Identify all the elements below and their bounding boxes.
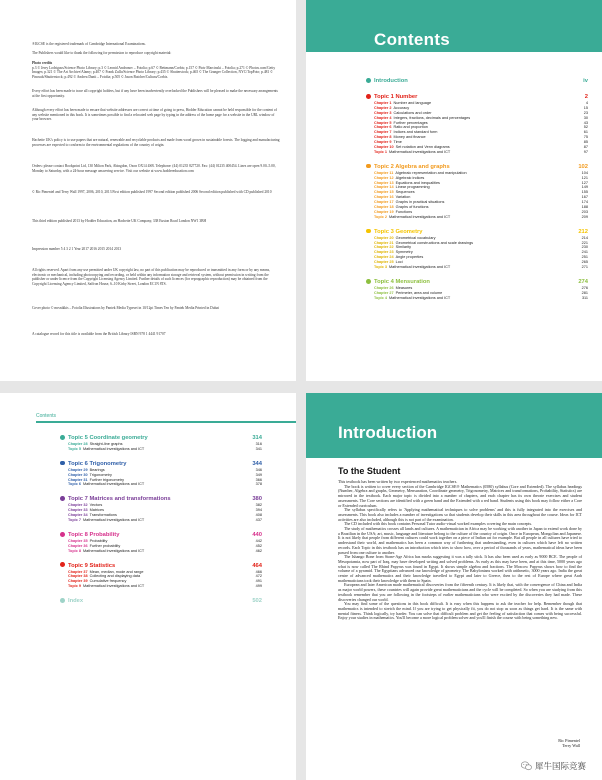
toc-chapter-number: Topic 9 <box>68 584 82 589</box>
toc-chapter-number: Chapter 37 <box>68 569 88 574</box>
toc-chapter-label: Equations and inequalities <box>395 180 440 185</box>
introduction-header-band <box>306 393 602 458</box>
toc-chapter-label: Mathematical investigations and ICT <box>389 149 451 154</box>
toc-page-number: 440 <box>252 531 262 538</box>
copyright-paragraph <box>32 51 280 56</box>
copyright-page <box>0 0 296 381</box>
copyright-paragraph <box>32 89 280 98</box>
toc-page-number: 241 <box>581 250 588 255</box>
toc-chapter-label: Variation <box>395 195 411 200</box>
toc-page-number: 104 <box>581 170 588 175</box>
toc-page-number: 281 <box>581 290 588 295</box>
toc-chapter-label: Graphs in practical situations <box>395 200 445 205</box>
toc-page-number: 271 <box>581 265 588 270</box>
copyright-text: Although every effort has been made to ensure that website addresses are correct at time of going to press, Hodder Education cannot be held responsible for the content of any website mentioned in this book. It is sometimes possible to find a relocated web page by typing in the address of the home page for a website in the URL window of your browser. <box>32 108 277 122</box>
toc-topic-row[interactable] <box>374 77 588 85</box>
chat-bubble-icon <box>521 761 532 771</box>
copyright-paragraph <box>32 108 280 122</box>
toc-chapter-number: Chapter 31 <box>68 477 88 482</box>
introduction-paragraph: The book is written to cover every section of the Cambridge IGCSE® Mathematics (0580) syllabus (Core and Extended). The syllabus headings (Number, Algebra and graphs, Geometry, Mensuration, Coordinate geometry, Trigonometry, Matrices and transformations, Probability, Statistics) are mirrored in the textbook. Each major topic is divided into a number of chapters, and each chapter has its own theorie exercises and student assessments. The Core sections are identified with a green band and the Extended with a red band. Students using this book may follow either a Core or Extended curriculum. <box>338 483 582 508</box>
introduction-paragraph: This textbook has been written by two experienced mathematics teachers. <box>338 479 458 484</box>
toc-chapter-number: Chapter 29 <box>68 467 88 472</box>
toc-topic-row[interactable] <box>374 278 588 286</box>
topic-bullet-icon <box>60 562 65 567</box>
toc-chapter-number: Topic 6 <box>68 482 82 487</box>
toc-chapter-row[interactable] <box>374 296 588 301</box>
toc-chapter-label: Functions <box>395 209 413 214</box>
toc-page-number: 121 <box>581 175 588 180</box>
toc-page-number: 314 <box>252 435 262 441</box>
toc-chapter-label: Integers, fractions, decimals and percentages <box>393 115 471 120</box>
toc-chapter-label: Graphs of functions <box>395 205 429 210</box>
toc-chapter-number: Chapter 17 <box>374 200 394 205</box>
introduction-page <box>306 393 602 780</box>
toc-chapter-label: Probability <box>89 538 108 543</box>
toc-topic-row[interactable] <box>374 163 588 171</box>
toc-page-number: 408 <box>255 513 262 518</box>
toc-page-number: 311 <box>581 295 588 300</box>
toc-page-number: 87 <box>583 145 588 150</box>
copyright-paragraph <box>32 190 280 195</box>
toc-topic-row[interactable] <box>374 93 588 101</box>
toc-topic-label: Introduction <box>373 78 408 84</box>
toc-chapter-label: Symmetry <box>395 250 413 255</box>
watermark <box>521 760 586 772</box>
toc-page-number: 394 <box>255 508 262 513</box>
toc-chapter-row[interactable] <box>68 447 262 452</box>
copyright-text: Hachette UK's policy is to use papers that are natural, renewable and recyclable products and made from wood grown in sustainable forests. The logging and manufacturing processes are expected to conform to the environmental regulations of the country of origin. <box>32 138 280 147</box>
toc-topic-row[interactable] <box>68 495 262 503</box>
toc-page-number: 380 <box>252 496 262 503</box>
toc-page-number: 23 <box>583 110 588 115</box>
contents-title: Contents <box>374 30 451 49</box>
topic-bullet-icon <box>60 496 65 501</box>
toc-page-number: 174 <box>581 200 588 205</box>
toc-chapter-row[interactable] <box>68 482 262 487</box>
toc-chapter-number: Chapter 26 <box>374 285 394 290</box>
toc-page-number: 472 <box>255 574 262 579</box>
toc-page-number: 97 <box>583 149 588 154</box>
toc-page-number: 155 <box>581 190 588 195</box>
topic-bullet-icon <box>60 461 65 466</box>
toc-topic-label: Topic 4 Mensuration <box>373 278 430 285</box>
toc-chapter-label: Money and finance <box>393 135 426 140</box>
toc-page-number: 102 <box>578 163 588 170</box>
toc-chapter-number: Chapter 27 <box>374 290 394 295</box>
introduction-heading: To the Student <box>338 466 401 476</box>
toc-page-number: 149 <box>581 185 588 190</box>
toc-chapter-label: Mathematical investigations and ICT <box>389 214 451 219</box>
toc-page-number: 265 <box>581 260 588 265</box>
toc-topic-row[interactable] <box>68 460 262 468</box>
toc-chapter-number: Chapter 15 <box>374 190 394 195</box>
toc-chapter-number: Chapter 25 <box>374 260 394 265</box>
toc-chapter-number: Chapter 20 <box>374 235 394 240</box>
toc-page-number: 203 <box>581 209 588 214</box>
toc-chapter-label: Mathematical investigations and ICT <box>83 446 145 451</box>
introduction-title: Introduction <box>338 423 438 442</box>
toc-page-number: 382 <box>255 503 262 508</box>
toc-chapter-label: Geometrical constructions and scale drawings <box>395 240 474 245</box>
toc-chapter-number: Chapter 19 <box>374 209 394 214</box>
toc-chapter-label: Mathematical investigations and ICT <box>83 584 145 589</box>
topic-bullet-icon <box>366 164 371 169</box>
toc-chapter-label: Similarity <box>395 245 412 250</box>
toc-chapter-label: Mean, median, mode and range <box>89 569 144 574</box>
toc-page-number: 341 <box>255 446 262 451</box>
toc-page-number: 2 <box>584 94 588 100</box>
contents-header-band <box>306 0 602 52</box>
copyright-paragraph <box>32 268 280 287</box>
watermark-text: 犀牛国际竞赛 <box>534 762 586 772</box>
toc-topic-label: Topic 6 Trigonometry <box>67 460 127 467</box>
toc-chapter-number: Topic 1 <box>374 149 388 154</box>
toc-chapter-number: Chapter 5 <box>374 120 392 125</box>
toc-chapter-number: Chapter 39 <box>68 579 88 584</box>
author-name-2: Terry Wall <box>562 743 580 748</box>
copyright-paragraph <box>32 219 280 224</box>
toc-chapter-row[interactable] <box>374 215 588 220</box>
toc-chapter-label: Mathematical investigations and ICT <box>389 295 451 300</box>
toc-chapter-number: Chapter 3 <box>374 110 392 115</box>
toc-chapter-number: Chapter 38 <box>68 574 88 579</box>
toc-chapter-number: Chapter 33 <box>68 508 88 513</box>
copyright-paragraph <box>32 332 280 337</box>
toc-chapter-number: Chapter 30 <box>68 472 88 477</box>
toc-chapter-number: Topic 4 <box>374 295 388 300</box>
toc-topic-row[interactable] <box>68 531 262 539</box>
toc-page-number: 442 <box>255 538 262 543</box>
toc-page-number: 188 <box>581 205 588 210</box>
toc-page-number: 462 <box>255 548 262 553</box>
contents-page-1 <box>306 0 602 381</box>
author-signature <box>558 738 580 748</box>
toc-chapter-label: Collecting and displaying data <box>89 574 141 579</box>
topic-bullet-icon <box>366 78 371 83</box>
toc-page-number: 30 <box>583 115 588 120</box>
toc-chapter-label: Transformations <box>89 513 117 518</box>
copyright-text: This third edition published 2013 by Hodder Education, an Hachette UK Company, 338 Euston Road London NW1 3BH <box>32 219 207 223</box>
copyright-text: p.3 © Jerry Lodriguss/Science Photo Library; p.3 © Leonid Andronov – Fotolia; p.67 © Bettmann/Corbis; p.157 © Piotr Marcinski – Fotolia; p.271 © Photos.com/Getty Images; p.321 © The Art Archive/Alamy; p.407 © Frank Zullo/Science Photo Library; p.435 © Shutterstock; p.465 © The Granger Collection, NYC/TopFoto; p.481 © Pinosub/Shutterstock; p.492 © Andrea Danti – Fotolia; p.505 © Jason Butcher/Cultura/Corbis. <box>32 65 276 80</box>
topic-bullet-icon <box>60 532 65 537</box>
toc-chapter-number: Chapter 24 <box>374 255 394 260</box>
toc-chapter-number: Chapter 2 <box>374 105 392 110</box>
toc-page-number: 75 <box>583 135 588 140</box>
toc-chapter-label: Vectors <box>89 503 103 508</box>
author-name-1: Ric Pimentel <box>558 738 580 743</box>
toc-chapter-label: Bearings <box>89 467 105 472</box>
toc-chapter-label: Ratio and proportion <box>393 125 428 130</box>
toc-page-number: 491 <box>255 579 262 584</box>
toc-chapter-label: Calculations and order <box>393 110 432 115</box>
toc-chapter-number: Chapter 1 <box>374 101 392 105</box>
copyright-text: Orders: please contact Bookpoint Ltd, 130 Milton Park, Abingdon, Oxon OX14 4SB. Telephone: (44) 01235 827720. Fax: (44) 01235 400454. Lines are open 9.00–5.00, Monday to Saturday, with a 24-hour message answering service. Visit our website at www.hoddereducation.com <box>32 164 276 173</box>
toc-page-number: 214 <box>581 235 588 240</box>
toc-topic-label: Topic 3 Geometry <box>373 228 423 235</box>
introduction-paragraph: European and later American made mathematical discoveries from the fifteenth century. It is likely that, with the convergence of China and India as major world powers, these countries will again provide great mathematicians and the cycle will be completed. So when you are studying from this textbook remember that you are following in the footsteps of earlier mathematicians who were excited by the discoveries they had made. These discoveries changed our world. <box>338 582 582 602</box>
copyright-subheading: Photo credits <box>32 61 53 65</box>
toc-chapter-number: Chapter 10 <box>374 145 394 150</box>
contents-list-2 <box>68 434 262 605</box>
toc-topic-label: Topic 7 Matrices and transformations <box>67 496 171 503</box>
copyright-paragraph <box>32 247 280 252</box>
toc-chapter-label: Matrices <box>89 508 104 513</box>
toc-page-number: 212 <box>578 228 588 235</box>
toc-topic-label: Index <box>67 598 84 605</box>
toc-chapter-row[interactable] <box>374 265 588 270</box>
toc-chapter-number: Chapter 22 <box>374 245 394 250</box>
copyright-text: All rights reserved. Apart from any use permitted under UK copyright law, no part of this publication may be reproduced or transmitted in any form or by any means, electronic or mechanical, including photocopying and recording, or held within any information storage and retrieval system, without permission in writing from the publisher or under licence from the Copyright Licensing Agency Limited. Further details of such licences (for reprographic reproduction) may be obtained from the Copyright Licensing Agency Limited, Saffron House, 6–10 Kirby Street, London EC1N 8TS. <box>32 268 270 287</box>
running-head-rule <box>36 421 296 423</box>
toc-page-number: 316 <box>255 442 262 446</box>
toc-chapter-number: Chapter 36 <box>68 543 88 548</box>
toc-chapter-label: Geometrical vocabulary <box>395 235 436 240</box>
toc-page-number: 464 <box>252 562 262 569</box>
toc-page-number: 452 <box>255 543 262 548</box>
toc-chapter-label: Cumulative frequency <box>89 579 127 584</box>
copyright-text: ®IGCSE is the registered trademark of Cambridge International Examinations. <box>32 42 146 46</box>
toc-page-number: 437 <box>255 518 262 523</box>
toc-page-number: 4 <box>585 101 588 105</box>
toc-page-number: 251 <box>581 255 588 260</box>
toc-chapter-number: Topic 8 <box>68 548 82 553</box>
toc-topic-label: Topic 5 Coordinate geometry <box>67 435 148 441</box>
toc-chapter-number: Chapter 23 <box>374 250 394 255</box>
introduction-paragraph: The study of mathematics crosses all lands and cultures. A mathematician in Africa may be working with another in Japan to extend work done by a Brazilian in the USA; art, music, language and literature belong to the culture of the country of origin. Once in European, Mongolian and Japanese. It is not likely that people from different cultures could work together on a piece of Indian art for example. But all people in all cultures have tried to understand their world, and mathematics has been a common way of furthering that understanding, even in cultures which have left no written records. Each Topic in this textbook has an introduction which tries to show how, over a period of thousands of years, mathematical ideas have been passed from one culture to another. <box>338 526 582 555</box>
copyright-paragraph <box>32 138 280 147</box>
toc-chapter-label: Mathematical investigations and ICT <box>83 518 145 523</box>
toc-chapter-number: Chapter 21 <box>374 240 394 245</box>
toc-chapter-label: Further trigonometry <box>89 477 125 482</box>
introduction-paragraph: The CD included with this book contains Personal Tutor audio-visual worked examples covering the main concepts. <box>344 521 533 527</box>
copyright-text: Impression number 5 4 3 2 1 Year 2017 2016 2015 2014 2013 <box>32 247 122 251</box>
toc-page-number: 274 <box>578 278 588 285</box>
copyright-text: © Ric Pimentel and Terry Wall 1997, 2006, 2010, 2013 First edition published 1997 Second edition published 2006 Second edition published with CD published 2010 <box>32 190 272 194</box>
toc-topic-label: Topic 1 Number <box>373 94 418 100</box>
introduction-body <box>338 480 582 621</box>
toc-chapter-number: Chapter 12 <box>374 175 394 180</box>
introduction-paragraph: You may find some of the questions in this book difficult. It is easy when this happens to ask the teacher for help. Remember though that mathematics is intended to stretch the mind. If you are trying to get physically fit, you do not stop as soon as things get hard. It is the same with mental fitness. Think logically, try harder. You can solve that difficult problem and get the feeling of satisfaction that comes with being successful. Enjoy your studies in mathematics. You'll become a more logical problem solver and you'll finish the course with being something new. <box>338 601 582 621</box>
toc-chapter-label: Perimeter, area and volume <box>395 290 443 295</box>
topic-bullet-icon <box>366 279 371 284</box>
topic-bullet-icon <box>366 229 371 234</box>
copyright-text: A catalogue record for this title is available from the British Library ISBN 978 1 4441 91707 <box>32 332 166 336</box>
toc-chapter-number: Topic 5 <box>68 446 82 451</box>
toc-topic-row[interactable] <box>68 597 262 605</box>
toc-chapter-number: Chapter 13 <box>374 180 394 185</box>
copyright-text: Every effort has been made to trace all copyright holders, but if any have been inadvertently overlooked the Publishers will be pleased to make the necessary arrangements at the first opportunity. <box>32 89 278 98</box>
toc-chapter-number: Topic 7 <box>68 518 82 523</box>
toc-chapter-label: Angle properties <box>395 255 424 260</box>
toc-chapter-label: Time <box>393 140 402 145</box>
introduction-paragraph: The syllabus specifically refers to 'Applying mathematical techniques to solve problems' and this is fully integrated into the exercises and assessments. This book also includes a number of investigations so that students develop their skills in this area throughout the course. Ideas for ICT activities are also included, although this is not part of the examination. <box>338 507 582 522</box>
introduction-paragraph: The Ishango Bone from Stone-Age Africa has marks suggesting it was a tally stick. It has also been used as early as 9000 BCE. The people of Mesopotamia, now part of Iraq, may have developed writing and solved problems. As early as this may have been, and at this time, 5000 years ago what is now called The Rhind Papyrus was found in Egypt. It shows simple algebra and fractions. The Moscow Papyrus shows how to find the volume of a pyramid. The Egyptians advanced our knowledge of geometry. The Babylonians worked with arithmetic, 3000 years ago. India the great centre of advanced mathematics and their knowledge travelled to Egypt and later to Greece, then to the rest of Europe where great Arab mathematicians took their knowledge with them to Spain. <box>338 554 582 583</box>
toc-chapter-number: Chapter 35 <box>68 538 88 543</box>
toc-chapter-label: Set notation and Venn diagrams <box>395 145 450 150</box>
toc-page-number: 167 <box>581 195 588 200</box>
toc-chapter-label: Mathematical investigations and ICT <box>83 548 145 553</box>
toc-chapter-label: Mathematical investigations and ICT <box>83 482 145 487</box>
toc-page-number: 209 <box>581 214 588 219</box>
topic-bullet-icon <box>366 94 371 99</box>
contents-list-1 <box>374 77 588 301</box>
copyright-paragraph <box>32 306 280 311</box>
toc-chapter-label: Number and language <box>393 101 432 105</box>
toc-chapter-label: Sequences <box>395 190 415 195</box>
toc-page-number: 346 <box>255 467 262 472</box>
toc-chapter-label: Accuracy <box>393 105 410 110</box>
toc-page-number: 378 <box>255 482 262 487</box>
toc-page-number: 502 <box>252 598 262 605</box>
toc-topic-row[interactable] <box>68 434 262 442</box>
copyright-paragraph <box>32 61 280 80</box>
toc-chapter-label: Indices and standard form <box>393 130 438 135</box>
running-head: Contents <box>36 413 57 419</box>
toc-chapter-number: Chapter 4 <box>374 115 392 120</box>
toc-page-number: 499 <box>255 584 262 589</box>
toc-page-number: 276 <box>581 285 588 290</box>
toc-page-number: 85 <box>583 140 588 145</box>
toc-chapter-number: Chapter 7 <box>374 130 392 135</box>
toc-chapter-label: Further probability <box>89 543 121 548</box>
copyright-text: Cover photo © mrsnikkis – Fotolia Illustrations by Pantek Media Typeset in 10/12pt Times Ten by Pantek Media Printed in Dubai <box>32 306 219 310</box>
toc-chapter-number: Chapter 16 <box>374 195 394 200</box>
toc-topic-label: Topic 2 Algebra and graphs <box>373 163 450 170</box>
toc-chapter-label: Further percentages <box>393 120 428 125</box>
toc-page-number: 221 <box>581 240 588 245</box>
toc-page-number: 127 <box>581 180 588 185</box>
toc-page-number: 43 <box>583 120 588 125</box>
toc-chapter-number: Chapter 9 <box>374 140 392 145</box>
topic-bullet-icon <box>60 598 65 603</box>
copyright-paragraph <box>32 42 280 47</box>
toc-topic-label: Topic 8 Probability <box>67 531 120 538</box>
toc-chapter-number: Chapter 18 <box>374 205 394 210</box>
toc-chapter-row[interactable] <box>68 518 262 523</box>
toc-page-number: 15 <box>583 105 588 110</box>
toc-chapter-number: Chapter 34 <box>68 513 88 518</box>
toc-chapter-number: Chapter 6 <box>374 125 392 130</box>
toc-page-number: 366 <box>255 477 262 482</box>
toc-chapter-number: Chapter 28 <box>68 442 88 446</box>
toc-chapter-row[interactable] <box>68 549 262 554</box>
copyright-text: The Publishers would like to thank the following for permission to reproduce copyright material: <box>32 51 172 55</box>
toc-page-number: 349 <box>255 472 262 477</box>
toc-page-number: iv <box>583 78 588 84</box>
toc-chapter-number: Chapter 32 <box>68 503 88 508</box>
toc-topic-row[interactable] <box>374 228 588 236</box>
topic-bullet-icon <box>60 435 65 440</box>
toc-chapter-label: Straight-line graphs <box>89 442 123 446</box>
toc-page-number: 52 <box>583 125 588 130</box>
toc-page-number: 466 <box>255 569 262 574</box>
toc-chapter-label: Linear programming <box>395 185 430 190</box>
contents-page-2 <box>0 393 296 780</box>
toc-chapter-label: Trigonometry <box>89 472 112 477</box>
toc-page-number: 230 <box>581 245 588 250</box>
toc-chapter-number: Topic 3 <box>374 265 388 270</box>
toc-topic-label: Topic 9 Statistics <box>67 562 116 569</box>
toc-chapter-number: Chapter 14 <box>374 185 394 190</box>
toc-chapter-label: Algebraic representation and manipulation <box>395 170 467 175</box>
toc-chapter-row[interactable] <box>374 150 588 155</box>
toc-page-number: 344 <box>252 460 262 467</box>
toc-chapter-label: Measures <box>395 285 413 290</box>
toc-chapter-label: Loci <box>395 260 403 265</box>
toc-chapter-label: Algebraic indices <box>395 175 425 180</box>
copyright-paragraph <box>32 164 280 173</box>
toc-topic-row[interactable] <box>68 562 262 570</box>
toc-chapter-number: Chapter 8 <box>374 135 392 140</box>
toc-chapter-number: Chapter 11 <box>374 170 394 175</box>
toc-chapter-label: Mathematical investigations and ICT <box>389 265 451 270</box>
toc-chapter-number: Topic 2 <box>374 214 388 219</box>
toc-chapter-row[interactable] <box>68 584 262 589</box>
toc-page-number: 61 <box>583 130 588 135</box>
